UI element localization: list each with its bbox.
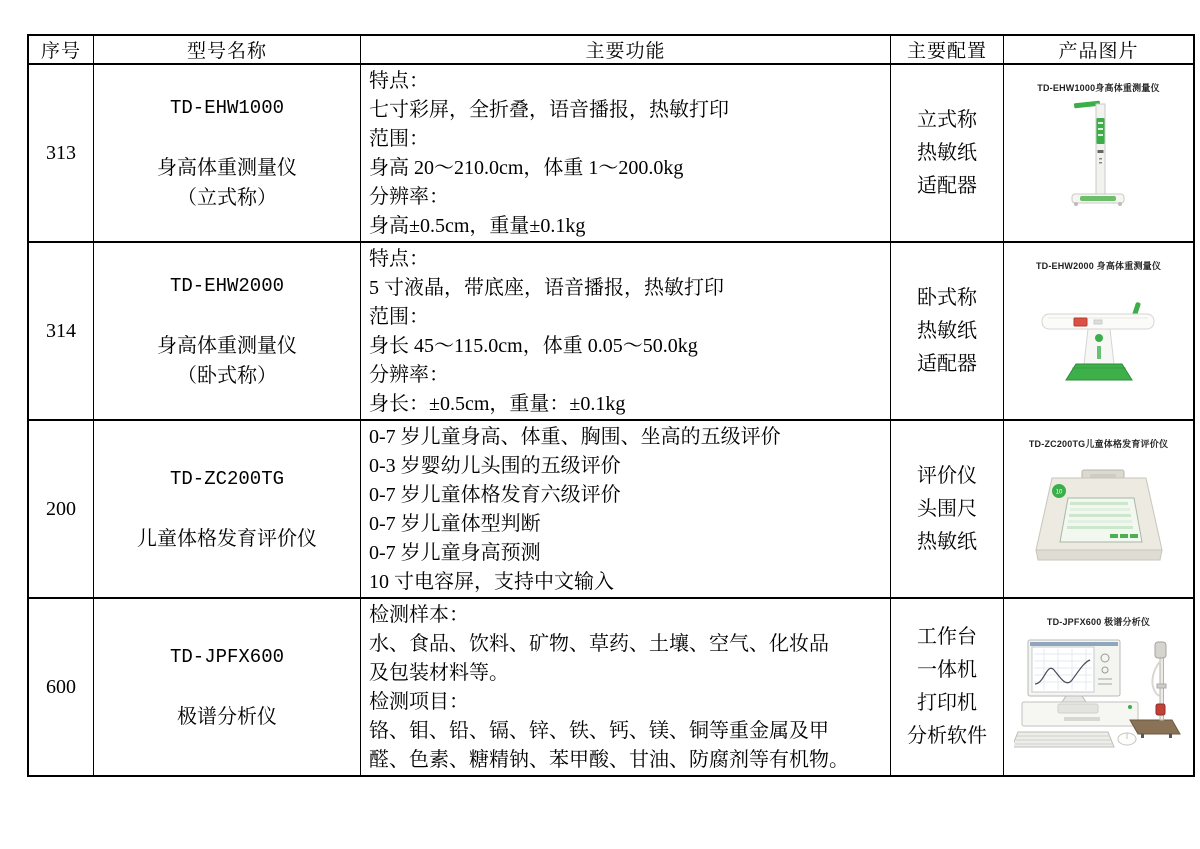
function-line: 分辨率： — [369, 364, 449, 386]
header-functions: 主要功能 — [361, 36, 890, 63]
function-line: 检测项目： — [369, 691, 469, 713]
header-config: 主要配置 — [891, 36, 1003, 63]
product-image-cell — [1004, 421, 1193, 597]
serial-cell: 600 — [29, 599, 93, 775]
model-cell — [94, 599, 360, 775]
model-name: 极谱分析仪 — [177, 706, 277, 728]
function-line: 特点： — [369, 248, 429, 270]
function-line: 0-7 岁儿童体型判断 — [369, 513, 541, 535]
product-image-caption: TD-ZC200TG儿童体格发育评价仪 — [1028, 439, 1169, 449]
config-cell — [891, 65, 1003, 241]
functions-cell — [361, 599, 890, 775]
model-name: 儿童体格发育评价仪 — [137, 528, 317, 550]
function-line: 分辨率： — [369, 186, 449, 208]
function-line: 醛、色素、糖精钠、苯甲酸、甘油、防腐剂等有机物。 — [369, 749, 849, 771]
product-image-cell — [1004, 243, 1193, 419]
product-image-caption: TD-EHW2000 身高体重测量仪 — [1035, 261, 1162, 271]
function-line: 10 寸电容屏，支持中文输入 — [369, 571, 614, 593]
function-line: 0-3 岁婴幼儿头围的五级评价 — [369, 455, 621, 477]
config-line: 热敏纸 — [917, 319, 977, 342]
model-code: TD-EHW1000 — [169, 97, 285, 119]
model-code: TD-EHW2000 — [169, 275, 285, 297]
model-subname: （卧式称） — [177, 365, 277, 387]
model-name: 身高体重测量仪 — [157, 335, 297, 357]
function-line: 检测样本： — [369, 604, 469, 626]
model-subname: （立式称） — [177, 187, 277, 209]
function-line: 范围： — [369, 128, 429, 150]
function-line: 及包装材料等。 — [369, 662, 509, 684]
functions-cell — [361, 65, 890, 241]
config-line: 评价仪 — [917, 464, 977, 487]
config-line: 适配器 — [917, 174, 977, 197]
function-line: 5 寸液晶，带底座，语音播报，热敏打印 — [369, 277, 724, 299]
function-line: 身高 20～210.0cm，体重 1～200.0kg — [369, 157, 684, 179]
config-line: 一体机 — [917, 659, 977, 681]
config-cell — [891, 599, 1003, 775]
serial-cell: 314 — [29, 243, 93, 419]
model-cell — [94, 65, 360, 241]
functions-cell — [361, 243, 890, 419]
config-cell — [891, 421, 1003, 597]
config-line: 热敏纸 — [917, 141, 977, 164]
config-line: 头围尺 — [917, 497, 977, 520]
product-image-infant-scale — [1014, 276, 1184, 394]
config-line: 工作台 — [917, 626, 977, 648]
model-cell — [94, 243, 360, 419]
function-line: 0-7 岁儿童体格发育六级评价 — [369, 484, 621, 506]
serial-cell: 313 — [29, 65, 93, 241]
header-model: 型号名称 — [94, 36, 360, 63]
function-line: 身长 45～115.0cm，体重 0.05～50.0kg — [369, 335, 698, 357]
function-line: 铬、钼、铅、镉、锌、铁、钙、镁、铜等重金属及甲 — [369, 720, 829, 742]
function-line: 水、食品、饮料、矿物、草药、土壤、空气、化妆品 — [369, 633, 829, 655]
config-line: 分析软件 — [907, 725, 987, 747]
product-image-caption: TD-JPFX600 极谱分析仪 — [1046, 617, 1151, 627]
function-line: 范围： — [369, 306, 429, 328]
product-image-cell — [1004, 599, 1193, 775]
function-line: 特点： — [369, 70, 429, 92]
function-line: 身长：±0.5cm，重量：±0.1kg — [369, 393, 626, 415]
model-code: TD-ZC200TG — [169, 468, 285, 490]
config-line: 立式称 — [917, 108, 977, 131]
model-code: TD-JPFX600 — [169, 646, 285, 668]
header-serial: 序号 — [29, 36, 93, 63]
header-image: 产品图片 — [1004, 36, 1193, 63]
config-line: 适配器 — [917, 352, 977, 375]
function-line: 七寸彩屏，全折叠，语音播报，热敏打印 — [369, 99, 729, 121]
model-cell — [94, 421, 360, 597]
model-name: 身高体重测量仪 — [157, 157, 297, 179]
product-spec-table — [27, 34, 1195, 777]
serial-cell: 200 — [29, 421, 93, 597]
config-line: 卧式称 — [917, 286, 977, 309]
function-line: 0-7 岁儿童身高预测 — [369, 542, 541, 564]
config-cell — [891, 243, 1003, 419]
product-image-standing-scale — [1014, 98, 1184, 216]
functions-cell — [361, 421, 890, 597]
function-line: 身高±0.5cm，重量±0.1kg — [369, 215, 586, 237]
product-image-cell — [1004, 65, 1193, 241]
product-image-evaluation-device — [1014, 454, 1184, 572]
product-image-caption: TD-EHW1000身高体重测量仪 — [1037, 83, 1160, 93]
product-image-polarograph-workstation — [1014, 632, 1184, 750]
function-line: 0-7 岁儿童身高、体重、胸围、坐高的五级评价 — [369, 426, 781, 448]
config-line: 热敏纸 — [917, 530, 977, 553]
config-line: 打印机 — [917, 692, 977, 714]
svg-text:10: 10 — [1055, 489, 1062, 496]
